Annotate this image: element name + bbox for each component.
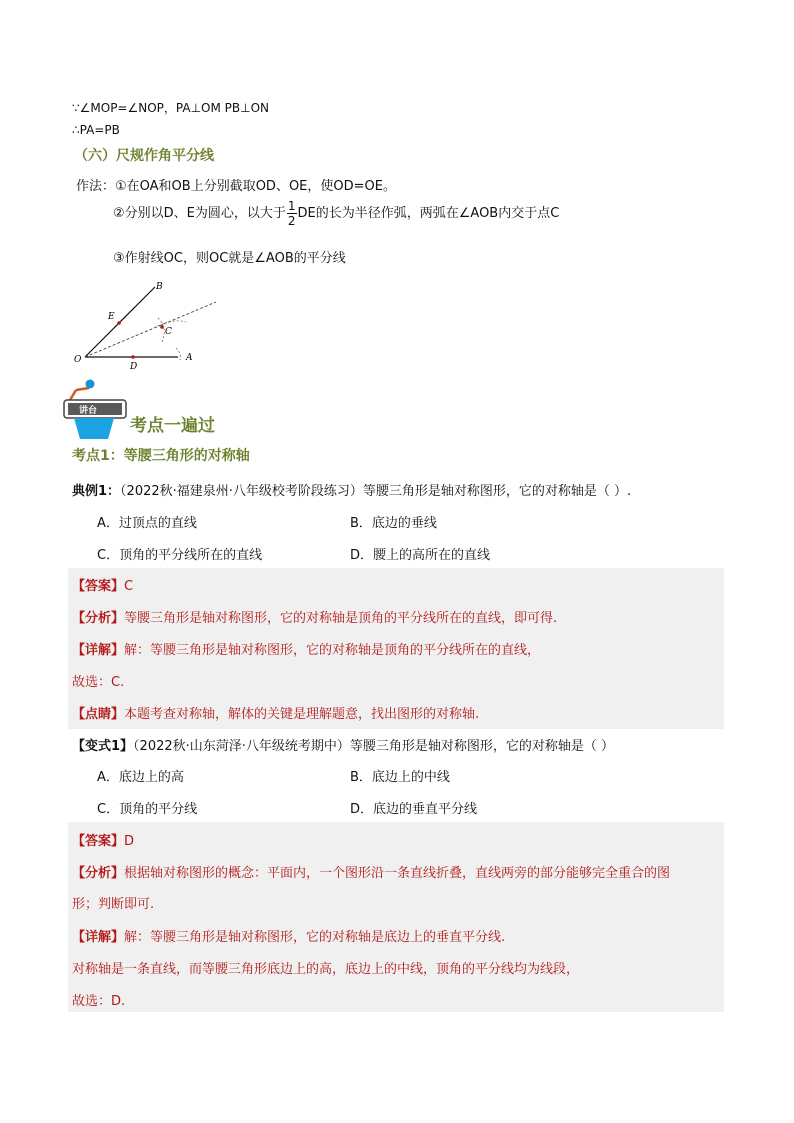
analysis-tag: 【分析】 xyxy=(72,866,125,881)
variant1-option-d: D．底边的垂直平分线 xyxy=(350,802,478,817)
half-fraction xyxy=(287,199,297,228)
answer-value: D xyxy=(124,834,135,849)
variant1-option-b: B．底边上的中线 xyxy=(350,770,450,785)
answer-tag: 【答案】 xyxy=(72,579,125,594)
step-2-pre: ②分别以D、E为圆心，以大于 xyxy=(113,206,286,221)
example1-label: 典例1： xyxy=(72,484,121,499)
analysis-text-line1: 根据轴对称图形的概念：平面内，一个图形沿一条直线折叠，直线两旁的部分能够完全重合的图 xyxy=(124,866,671,881)
proof-line-2: ∴PA=PB xyxy=(72,123,120,137)
detail-tag: 【详解】 xyxy=(72,643,125,658)
variant1-analysis xyxy=(72,862,670,881)
variant1-question xyxy=(72,735,614,754)
proof-line-1: ∵∠MOP=∠NOP，PA⊥OM PB⊥ON xyxy=(72,101,269,115)
example1-answer xyxy=(72,575,133,594)
example1-choose: 故选：C. xyxy=(72,675,125,690)
label-a: A xyxy=(186,353,193,363)
section-subtitle: 考点1：等腰三角形的对称轴 xyxy=(72,448,250,464)
example1-detail xyxy=(72,639,540,658)
ray-oc xyxy=(85,302,216,357)
label-c: C xyxy=(165,327,172,337)
comment-tag: 【点睛】 xyxy=(72,707,125,722)
variant1-answer xyxy=(72,830,134,849)
step-2-post: DE的长为半径作弧，两弧在∠AOB内交于点C xyxy=(297,206,560,221)
section-title: 考点一遍过 xyxy=(130,416,215,436)
angle-bisector-diagram xyxy=(70,278,230,374)
construction-step-2 xyxy=(113,196,559,232)
example1-comment xyxy=(72,703,479,722)
example1-text: （2022秋·福建泉州·八年级校考阶段练习）等腰三角形是轴对称图形，它的对称轴是（ ）. xyxy=(120,484,632,499)
analysis-text: 等腰三角形是轴对称图形，它的对称轴是顶角的平分线所在的直线，即可得. xyxy=(124,611,558,626)
podium-badge: 讲台 xyxy=(79,406,98,416)
example1-analysis xyxy=(72,607,557,626)
variant1-analysis-line2: 形；判断即可. xyxy=(72,897,155,912)
example1-option-c: C．顶角的平分线所在的直线 xyxy=(97,548,263,563)
label-e: E xyxy=(108,312,115,322)
construction-step-3: ③作射线OC，则OC就是∠AOB的平分线 xyxy=(113,251,346,266)
example1-option-d: D．腰上的高所在的直线 xyxy=(350,548,491,563)
variant1-solution-block xyxy=(68,822,724,1012)
variant1-label: 【变式1】 xyxy=(72,739,134,754)
label-b: B xyxy=(156,282,163,292)
construction-heading: （六）尺规作角平分线 xyxy=(74,148,214,164)
fraction-denominator: 2 xyxy=(287,214,296,228)
variant1-option-c: C．顶角的平分线 xyxy=(97,802,198,817)
label-d: D xyxy=(130,362,138,372)
fraction-numerator: 1 xyxy=(287,199,296,213)
variant1-choose: 故选：D. xyxy=(72,994,126,1009)
point-e xyxy=(117,321,121,325)
construction-step-1: 作法：①在OA和OB上分别截取OD、OE，使OD=OE。 xyxy=(76,179,396,194)
example1-option-b: B．底边的垂线 xyxy=(350,516,437,531)
analysis-tag: 【分析】 xyxy=(72,611,125,626)
answer-value: C xyxy=(124,579,134,594)
point-c xyxy=(160,325,164,329)
detail-text-line1: 解：等腰三角形是轴对称图形，它的对称轴是底边上的垂直平分线. xyxy=(124,930,506,945)
detail-tag: 【详解】 xyxy=(72,930,125,945)
comment-text: 本题考查对称轴，解体的关键是理解题意，找出图形的对称轴. xyxy=(124,707,480,722)
arc-from-e xyxy=(158,318,164,342)
variant1-detail xyxy=(72,926,505,945)
example1-question xyxy=(72,480,631,499)
example1-option-a: A．过顶点的直线 xyxy=(97,516,197,531)
answer-tag: 【答案】 xyxy=(72,834,125,849)
point-d xyxy=(131,355,135,359)
label-o: O xyxy=(74,355,82,365)
variant1-text: （2022秋·山东菏泽·八年级统考期中）等腰三角形是轴对称图形，它的对称轴是（ ） xyxy=(133,739,615,754)
detail-text: 解：等腰三角形是轴对称图形，它的对称轴是顶角的平分线所在的直线， xyxy=(124,643,541,658)
arc-near-a xyxy=(176,348,181,360)
variant1-option-a: A．底边上的高 xyxy=(97,770,184,785)
variant1-detail-line2: 对称轴是一条直线，而等腰三角形底边上的高，底边上的中线，顶角的平分线均为线段， xyxy=(72,962,580,977)
